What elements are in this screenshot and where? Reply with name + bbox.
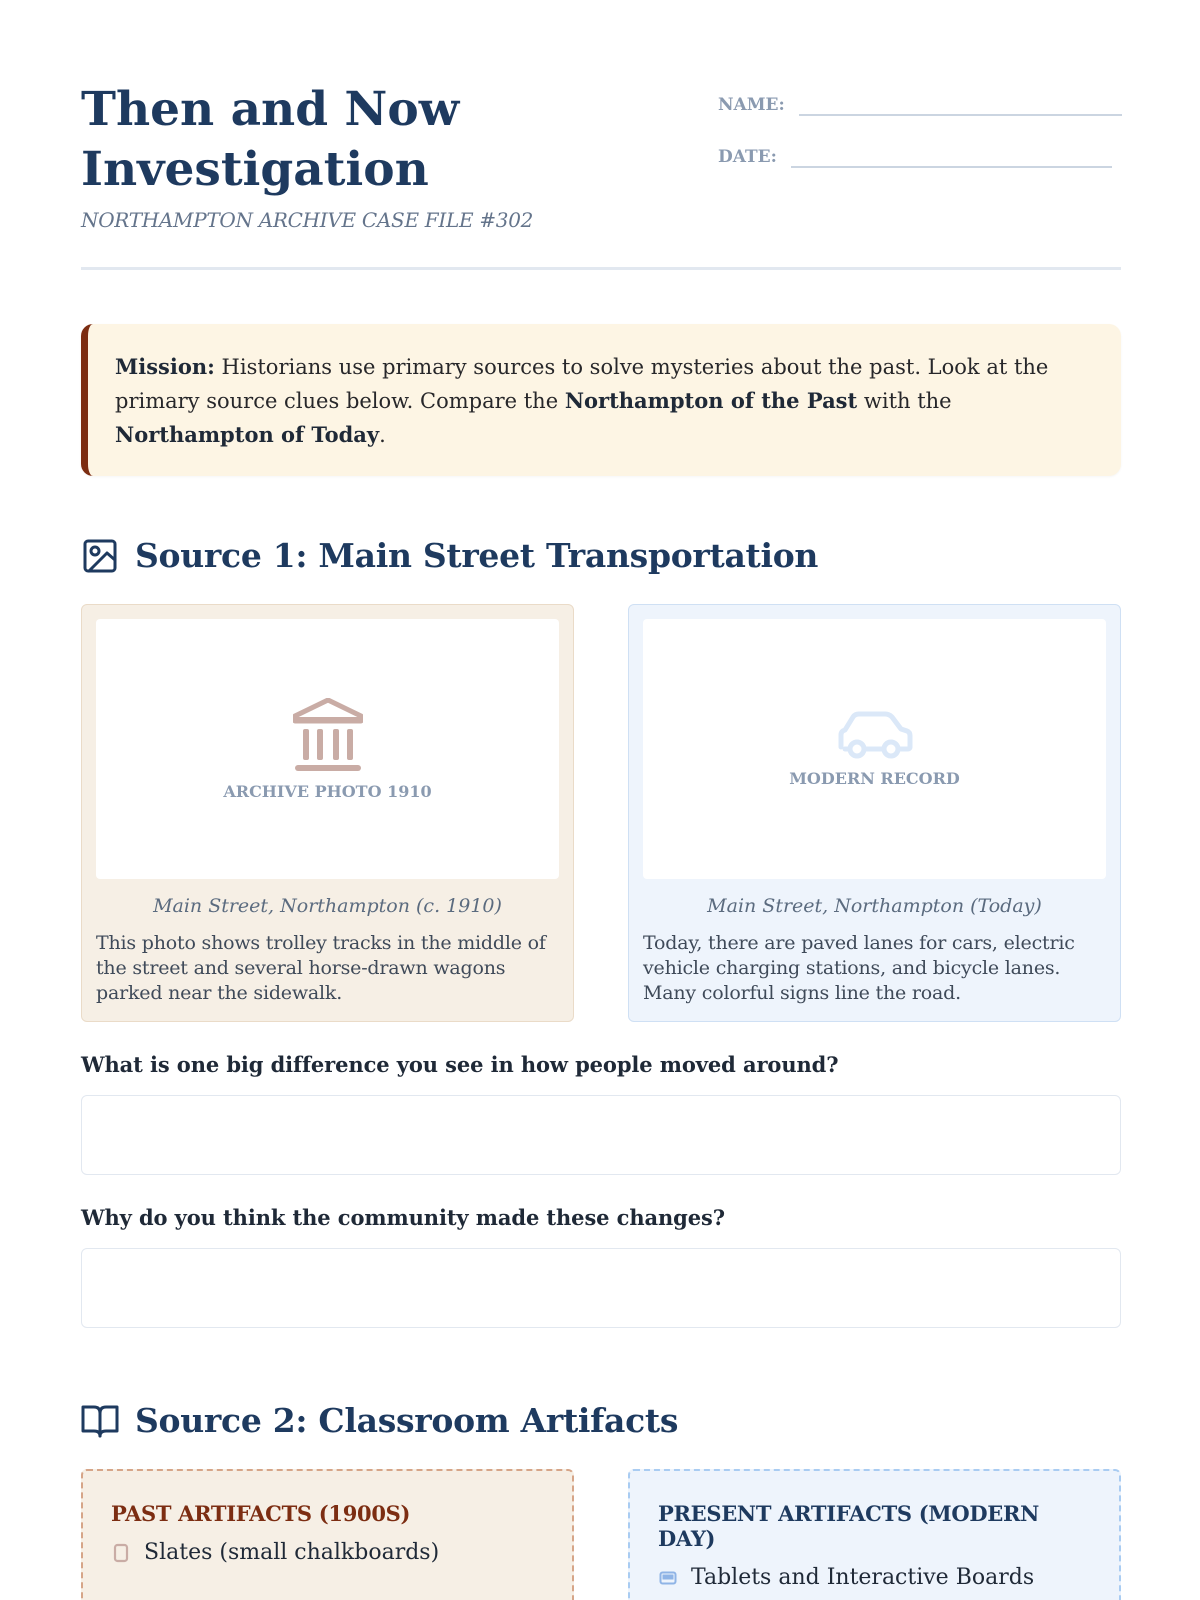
image-icon (81, 537, 119, 575)
answer-box-2[interactable] (81, 1248, 1121, 1328)
past-caption: Main Street, Northampton (c. 1910) (153, 895, 502, 917)
car-icon (837, 711, 913, 765)
source-1-title: Source 1: Main Street Transportation (135, 536, 819, 575)
slate-icon (111, 1542, 131, 1564)
list-item (111, 1540, 544, 1565)
mission-bold-today: Northampton of Today (115, 422, 380, 447)
mission-text-1: Historians use primary sources to solve mysteries about the past. Look at the primary source clues below. Compare the (115, 355, 1049, 413)
question-2: Why do you think the community made these changes? (81, 1205, 725, 1230)
present-artifact-1: Tablets and Interactive Boards (691, 1565, 1035, 1590)
question-1: What is one big difference you see in how people moved around? (81, 1052, 839, 1077)
modern-photo-placeholder (643, 619, 1106, 879)
mission-text-3: . (379, 423, 386, 447)
past-artifacts-box (81, 1469, 574, 1600)
source-2-heading (81, 1401, 678, 1440)
past-artifact-1: Slates (small chalkboards) (144, 1540, 440, 1565)
list-item (658, 1565, 1091, 1590)
mission-text-2: with the (857, 389, 952, 413)
source-2-title: Source 2: Classroom Artifacts (135, 1401, 679, 1440)
present-artifacts-heading: PRESENT ARTIFACTS (MODERN DAY) (658, 1501, 1040, 1551)
name-label: NAME: (718, 95, 785, 115)
date-line[interactable] (791, 146, 1112, 168)
mission-bold-past: Northampton of the Past (564, 388, 858, 413)
source-card-now (628, 604, 1121, 1022)
past-description: This photo shows trolley tracks in the middle of the street and several horse-drawn wagons parked near the sidewalk. (96, 932, 546, 1004)
tablet-icon (658, 1567, 678, 1589)
answer-box-1[interactable] (81, 1095, 1121, 1175)
past-artifacts-heading: PAST ARTIFACTS (1900S) (111, 1501, 411, 1526)
worksheet-page (81, 0, 1121, 1600)
source-1-heading (81, 536, 818, 575)
archive-photo-placeholder (96, 619, 559, 879)
museum-icon (293, 698, 363, 778)
header-divider (81, 267, 1121, 270)
page-title: Then and Now Investigation (81, 82, 460, 197)
case-file-subtitle: NORTHAMPTON ARCHIVE CASE FILE #302 (81, 208, 534, 232)
source-card-past (81, 604, 574, 1022)
archive-photo-label: ARCHIVE PHOTO 1910 (223, 781, 432, 801)
modern-photo-label: MODERN RECORD (789, 768, 960, 788)
book-icon (81, 1402, 119, 1440)
present-artifacts-box (628, 1469, 1121, 1600)
name-line[interactable] (799, 94, 1122, 116)
date-field[interactable] (718, 138, 1112, 168)
date-label: DATE: (718, 147, 777, 167)
name-field[interactable] (718, 86, 1122, 116)
mission-callout (81, 324, 1121, 476)
now-description: Today, there are paved lanes for cars, electric vehicle charging stations, and bicycle lanes. Many colorful signs line the road. (643, 932, 1075, 1004)
mission-lead: Mission: (115, 354, 215, 379)
now-caption: Main Street, Northampton (Today) (707, 895, 1042, 917)
